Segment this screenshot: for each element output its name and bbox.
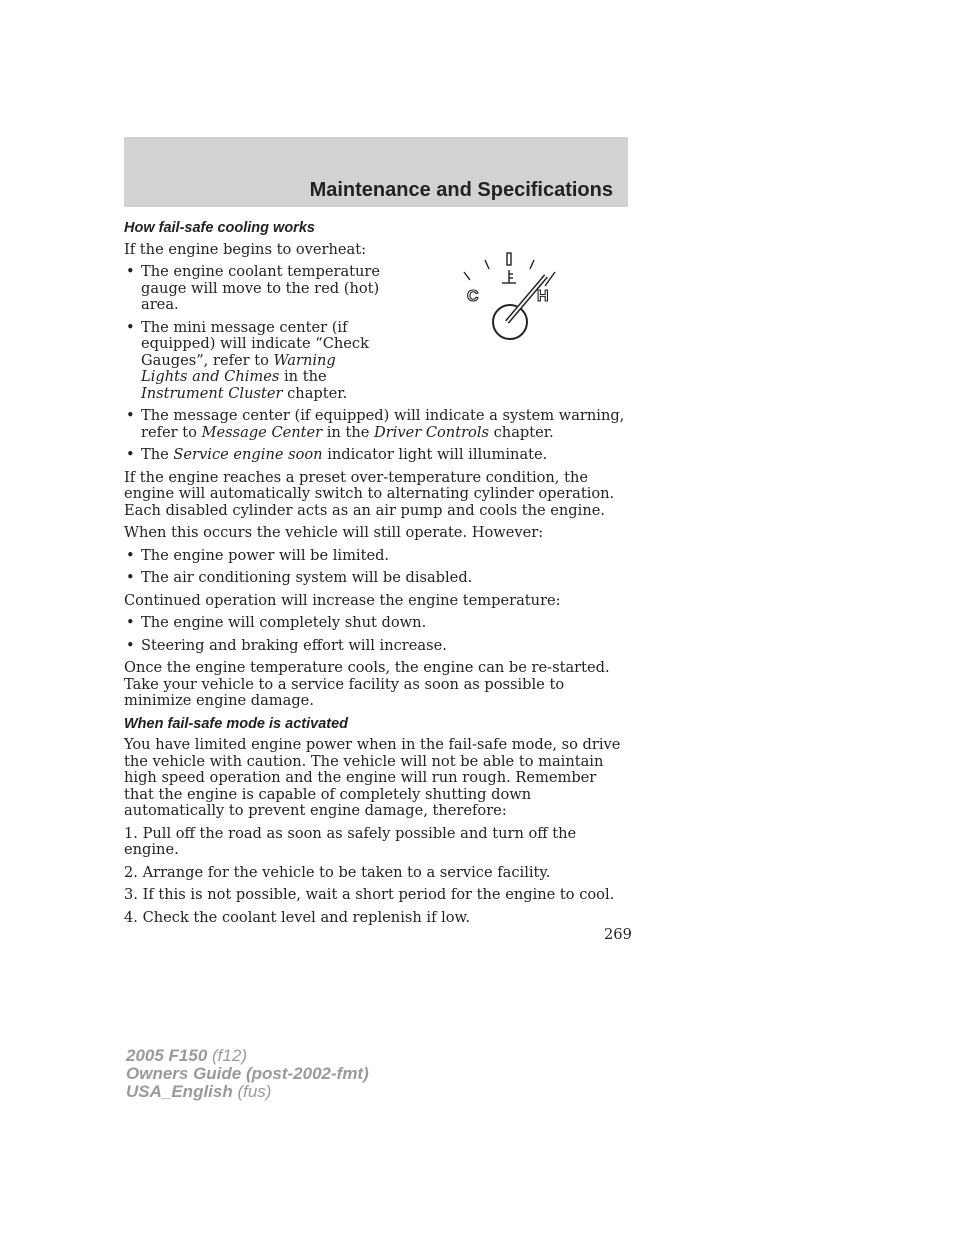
paragraph: Once the engine temperature cools, the engine can be re-started. Take your vehicle to a service facility as soon as possible to minimize engine damage. (124, 659, 610, 709)
chapter-title: Maintenance and Specifications (309, 179, 613, 201)
paragraph: Continued operation will increase the engine temperature: (124, 591, 561, 609)
list-item: 1. Pull off the road as soon as safely possible and turn off the engine. (124, 824, 577, 858)
gauge-cold-label: C (467, 288, 479, 305)
mini-message-center-text: • The mini message center (if equipped) will indicate “Check Gauges”, refer to Warning Lights and Chimes in the Instrument Cluster chapter. (141, 318, 369, 402)
page-number: 269 (604, 926, 632, 943)
list-item: 2. Arrange for the vehicle to be taken to a service facility. (124, 863, 551, 881)
list-item: • The Service engine soon indicator light will illuminate. (124, 447, 628, 464)
operation-bullets (124, 548, 628, 587)
list-item: • The engine will completely shut down. (124, 615, 628, 632)
steps-list (124, 826, 628, 927)
list-item (124, 320, 628, 403)
list-item: • The engine power will be limited. (124, 548, 628, 565)
link-warning-lights: Warning Lights and Chimes (141, 351, 336, 385)
chapter-header (124, 137, 628, 207)
overheat-bullets (124, 264, 628, 464)
page-content (124, 220, 628, 932)
section-heading-fail-safe-cooling: How fail-safe cooling works (124, 220, 315, 236)
paragraph: When this occurs the vehicle will still operate. However: (124, 524, 544, 541)
footer: 2005 F150 (f12) Owners Guide (post-2002-fmt) USA_English (fus) (126, 1046, 369, 1101)
list-item: • The message center (if equipped) will indicate a system warning, refer to Message Center in the Driver Controls chapter. (124, 408, 628, 441)
paragraph: You have limited engine power when in the fail-safe mode, so drive the vehicle with caution. The vehicle will not be able to maintain high speed operation and the engine will run rough. Remember that the engine is capable of completely shutting down automatically to prevent engine damage, therefore: (124, 736, 621, 819)
section-heading-fail-safe-activated: When fail-safe mode is activated (124, 715, 349, 732)
paragraph: If the engine reaches a preset over-temperature condition, the engine will automatically switch to alternating cylinder operation. Each disabled cylinder acts as an air pump and cools the engine. (124, 468, 615, 519)
overheat-intro: If the engine begins to overheat: (124, 240, 367, 258)
continued-operation-bullets (124, 615, 628, 654)
link-instrument-cluster: Instrument Cluster (141, 384, 283, 402)
list-item: • Steering and braking effort will increase. (124, 638, 628, 655)
list-item: • The engine coolant temperature gauge will move to the red (hot) area. (124, 264, 399, 314)
gauge-hot-label: H (537, 288, 549, 305)
list-item: 3. If this is not possible, wait a short period for the engine to cool. (124, 886, 615, 903)
list-item: 4. Check the coolant level and replenish if low. (124, 908, 470, 926)
list-item: • The air conditioning system will be disabled. (124, 570, 628, 587)
